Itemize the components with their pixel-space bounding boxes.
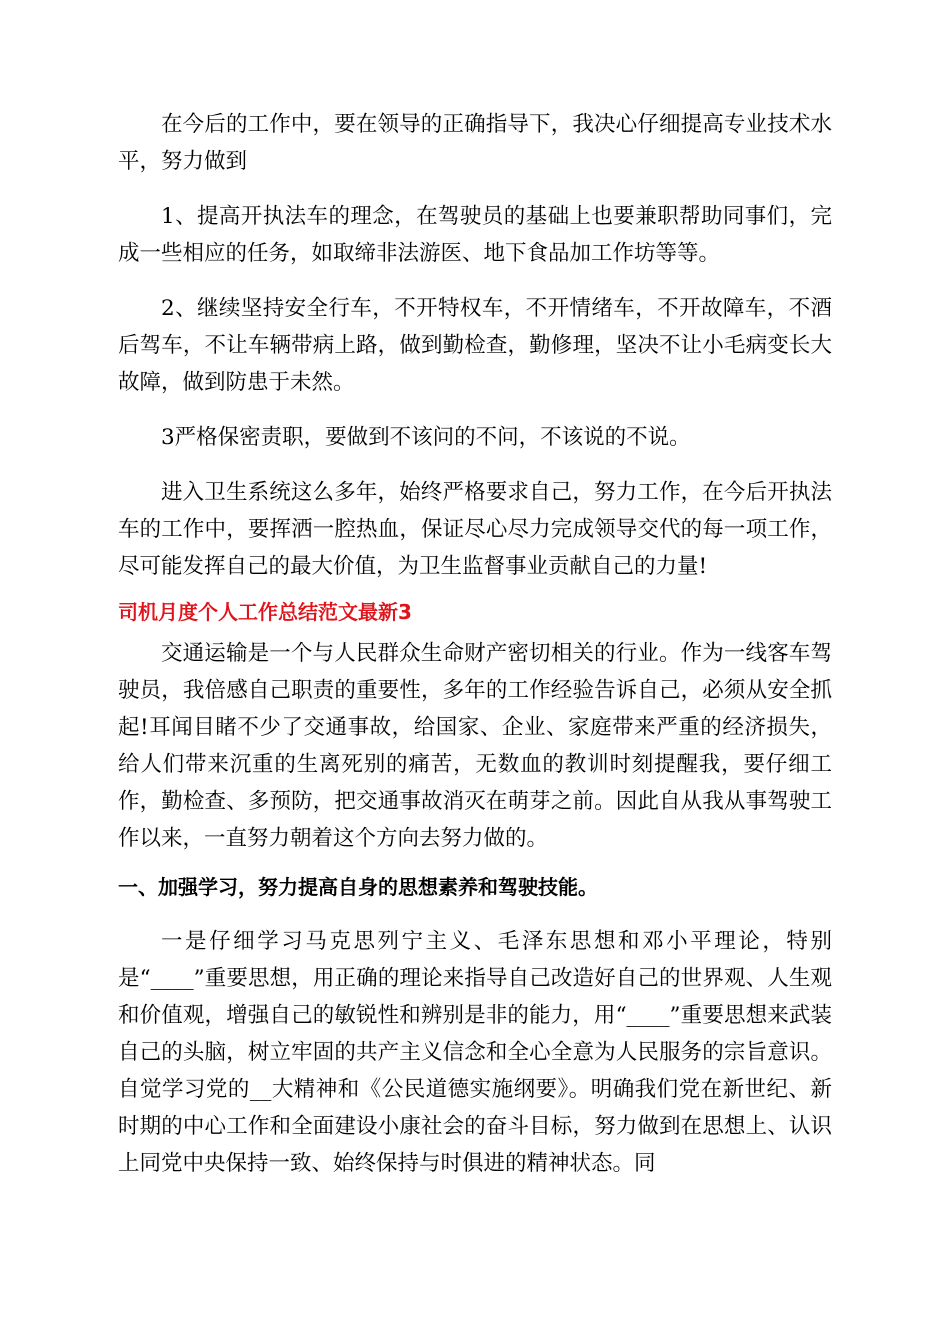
- paragraph-section-intro: 交通运输是一个与人民群众生命财产密切相关的行业。作为一线客车驾驶员，我倍感自己职责的重要性，多年的工作经验告诉自己，必须从安全抓起!耳闻目睹不少了交通事故，给国家、企业、家庭带来严重的经济损失，给人们带来沉重的生离死别的痛苦，无数血的教训时刻提醒我，要仔细工作，勤检查、多预防，把交通事故消灭在萌芽之前。因此自从我从事驾驶工作以来，一直努力朝着这个方向去努力做的。: [118, 641, 832, 851]
- paragraph-item-1: 1、提高开执法车的理念，在驾驶员的基础上也要兼职帮助同事们，完成一些相应的任务，如取缔非法游医、地下食品加工作坊等等。: [118, 204, 832, 266]
- document-page: [118, 106, 832, 1200]
- paragraph-item-3: 3严格保密责职，要做到不该问的不问，不该说的不说。: [161, 425, 691, 450]
- subheading-learning: 一、加强学习，努力提高自身的思想素养和驾驶技能。: [118, 875, 598, 899]
- paragraph-item-2: 2、继续坚持安全行车，不开特权车，不开情绪车，不开故障车，不酒后驾车，不让车辆带病上路，做到勤检查，勤修理，坚决不让小毛病变长大故障，做到防患于未然。: [118, 296, 832, 395]
- paragraph-work-plan: 在今后的工作中，要在领导的正确指导下，我决心仔细提高专业技术水平，努力做到: [118, 112, 832, 174]
- paragraph-learning-body: 一是仔细学习马克思列宁主义、毛泽东思想和邓小平理论，特别是“____”重要思想，用正确的理论来指导自己改造好自己的世界观、人生观和价值观，增强自己的敏锐性和辨别是非的能力，用“____”重要思想来武装自己的头脑，树立牢固的共产主义信念和全心全意为人民服务的宗旨意识。自觉学习党的__大精神和《公民道德实施纲要》。明确我们党在新世纪、新时期的中心工作和全面建设小康社会的奋斗目标，努力做到在思想上、认识上同党中央保持一致、始终保持与时俱进的精神状态。同: [118, 929, 832, 1176]
- paragraph-closing: 进入卫生系统这么多年，始终严格要求自己，努力工作，在今后开执法车的工作中，要挥洒一腔热血，保证尽心尽力完成领导交代的每一项工作，尽可能发挥自己的最大价值，为卫生监督事业贡献自己的力量!: [118, 480, 832, 579]
- section-title: 司机月度个人工作总结范文最新3: [118, 600, 412, 624]
